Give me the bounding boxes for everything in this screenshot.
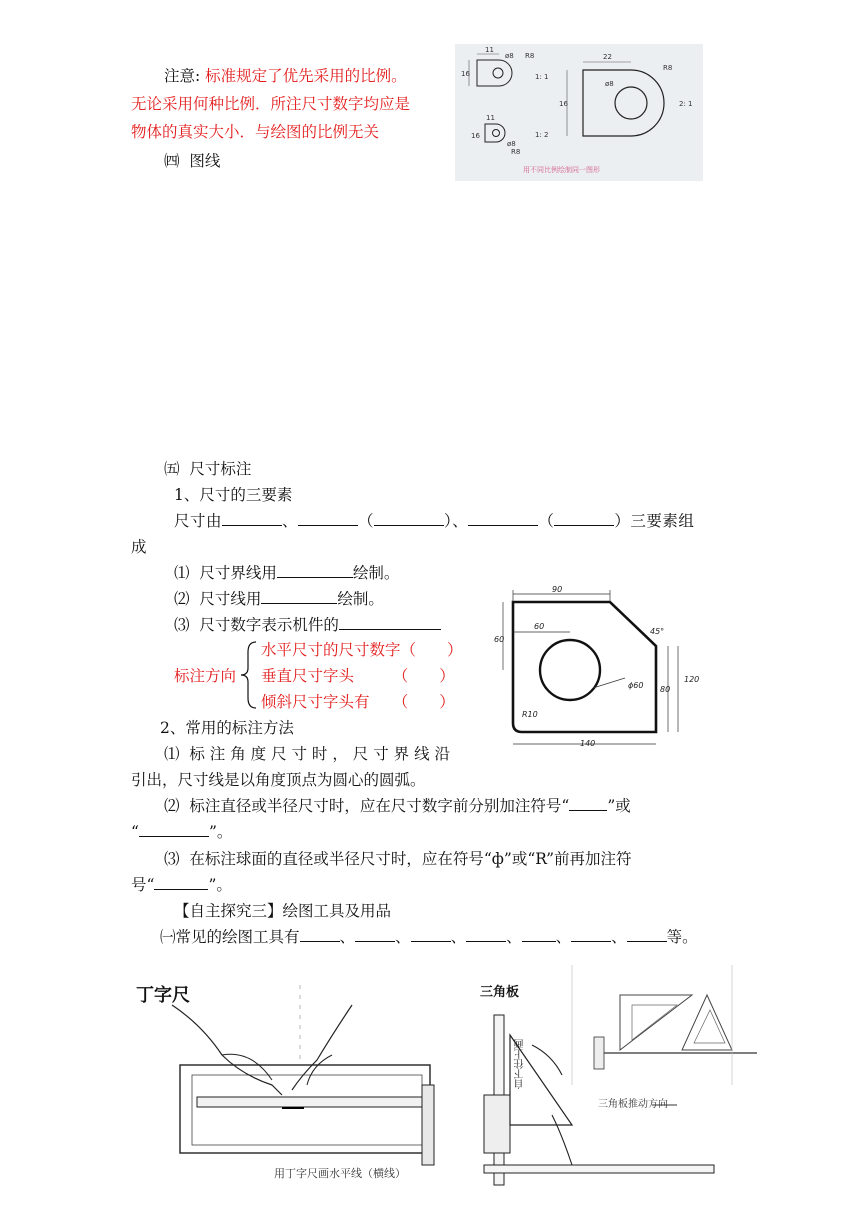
scale-ratio-1-1: 1: 1 (535, 73, 549, 81)
blank-18[interactable] (627, 925, 667, 942)
blank-4[interactable] (468, 509, 538, 526)
note-text-1: 标准规定了优先采用的比例。 (205, 67, 407, 85)
scale-figure-drawing (455, 44, 703, 181)
dims-item-1-b: 绘制。 (352, 564, 400, 582)
scale-label-22: 22 (603, 53, 612, 61)
section4-title: 图线 (189, 152, 221, 170)
method-2 (164, 794, 631, 816)
method-1 (164, 742, 450, 764)
method-2-d: ”。 (208, 823, 233, 841)
section4-num: ㈣ (164, 152, 180, 170)
dims-item-1-num: ⑴ (174, 564, 190, 582)
method-3-num: ⑶ (164, 850, 180, 868)
explore3-end: 等。 (666, 928, 698, 946)
part-dim-90: 90 (552, 585, 563, 594)
blank-5[interactable] (554, 509, 614, 526)
section4-heading (164, 149, 220, 171)
blank-3[interactable] (374, 509, 444, 526)
tools-figure-drawing (132, 965, 757, 1196)
scale-label-small-11: 11 (486, 114, 495, 122)
explore3-sep-6: 、 (611, 928, 627, 946)
dims-p1-d: ）、 (444, 512, 469, 530)
part-dim-phi60: ϕ60 (628, 681, 644, 690)
blank-10[interactable] (139, 820, 209, 837)
blank-13[interactable] (355, 925, 395, 942)
dims-item-3-a: 尺寸数字表示机件的 (199, 616, 339, 634)
scale-label-16: 16 (461, 70, 470, 78)
scale-label-big-16: 16 (559, 100, 568, 108)
scale-label-r8: R8 (525, 52, 535, 60)
brace-label: 标注方向 (174, 667, 237, 685)
dims-item-2-b: 绘制。 (337, 590, 384, 608)
method-2-b: ”或 (607, 797, 631, 815)
method-3 (164, 847, 632, 869)
dims-p1-wrap: 成 (131, 538, 147, 556)
blank-15[interactable] (466, 925, 506, 942)
dims-heading-2: 2、常用的标注方法 (160, 719, 294, 737)
method-2-c: “ (131, 823, 139, 841)
note-prefix: 注意: (164, 67, 206, 85)
dims-paragraph-1 (174, 509, 694, 531)
part-dim-45deg: 45° (650, 627, 665, 636)
explore3-sep-2: 、 (395, 928, 411, 946)
method-1-a: 标 注 角 度 尺 寸 时 ， 尺 寸 界 线 沿 (189, 745, 450, 763)
blank-8[interactable] (339, 613, 441, 630)
scale-label-big-r8: R8 (663, 64, 673, 72)
tools-figure (132, 965, 757, 1196)
explore3-sep-1: 、 (339, 928, 356, 946)
dims-item-1 (174, 561, 399, 583)
triangle-caption: 三角板推动方向 (598, 1099, 668, 1110)
method-2-a: 标注直径或半径尺寸时，应在尺寸数字前分别加注符号“ (189, 797, 570, 815)
triangle-title: 三角板 (480, 985, 520, 1000)
method-1-num: ⑴ (164, 745, 180, 763)
note-line-3: 物体的真实大小．与绘图的比例无关 (131, 123, 380, 141)
blank-1[interactable] (222, 509, 282, 526)
scale-label-phi8: ø8 (505, 52, 514, 60)
method-3-b: 号“ (131, 876, 155, 894)
scale-label-small-16: 16 (471, 132, 480, 140)
note-line-1 (164, 64, 407, 86)
part-dim-60: 60 (534, 622, 545, 631)
scale-figure-caption: 用不同比例绘制同一图形 (523, 166, 600, 174)
explore3-line (160, 925, 698, 947)
dims-p1-f: ）三要素组 (614, 512, 695, 530)
dims-p1-e: （ (538, 512, 555, 530)
method-3-c: ”。 (208, 876, 232, 894)
method-1-b: 引出，尺寸线是以角度顶点为圆心的圆弧。 (131, 771, 426, 789)
method-2-num: ⑵ (164, 797, 180, 815)
dims-item-2-num: ⑵ (174, 590, 190, 608)
section5-title: 尺寸标注 (189, 460, 252, 478)
part-dimension-figure (480, 582, 710, 754)
blank-14[interactable] (411, 925, 451, 942)
note-line-2: 无论采用何种比例．所注尺寸数字均应是 (131, 95, 411, 113)
blank-9[interactable] (569, 794, 607, 811)
explore3-sep-4: 、 (506, 928, 522, 946)
brace-item-3: 倾斜尺寸字头有 （ ） (261, 693, 455, 711)
method-3-a: 在标注球面的直径或半径尺寸时，应在符号“ф”或“R”前再加注符 (189, 850, 632, 868)
part-dim-140: 140 (580, 739, 596, 748)
brace-item-2: 垂直尺寸字头 （ ） (261, 667, 455, 685)
blank-2[interactable] (298, 509, 358, 526)
explore3-sep-3: 、 (450, 928, 467, 946)
part-dim-120: 120 (684, 675, 700, 684)
scale-label-small-r8: R8 (511, 148, 521, 156)
dims-item-3 (174, 613, 441, 635)
tsquare-title: 丁字尺 (136, 985, 190, 1006)
blank-12[interactable] (300, 925, 340, 942)
dims-p1-b: 、 (282, 512, 299, 530)
blank-16[interactable] (522, 925, 556, 942)
section5-num: ㈤ (164, 460, 180, 478)
part-dim-r10: R10 (522, 710, 538, 719)
explore3-sep-5: 、 (555, 928, 572, 946)
dims-item-2 (174, 587, 384, 609)
scale-ratio-1-2: 1: 2 (535, 131, 549, 139)
dims-p1-c: （ (358, 512, 375, 530)
brace-icon (238, 640, 258, 710)
dims-item-3-num: ⑶ (174, 616, 190, 634)
dims-heading-1: 1、尺寸的三要素 (174, 486, 293, 504)
explore3-a: 常见的绘图工具有 (175, 928, 300, 946)
explore3-title: 【自主探究三】绘图工具及用品 (174, 902, 392, 920)
brace-item-1: 水平尺寸的尺寸数字（ ） (261, 641, 463, 659)
method-2-line-2 (131, 820, 232, 842)
section5-heading (164, 457, 251, 479)
scale-ratio-2-1: 2: 1 (679, 100, 693, 108)
dims-item-2-a: 尺寸线用 (199, 590, 262, 608)
blank-6[interactable] (277, 561, 353, 578)
tsquare-caption: 用丁字尺画水平线（横线） (274, 1167, 406, 1180)
part-dim-60-vertical: 60 (494, 635, 505, 644)
method-3-line-2 (131, 873, 232, 895)
scale-figure (455, 44, 703, 181)
scale-label-small-phi8: ø8 (507, 140, 516, 148)
scale-label-big-phi8: ø8 (605, 80, 614, 88)
blank-17[interactable] (571, 925, 611, 942)
scale-label-11: 11 (485, 46, 494, 54)
dims-item-1-a: 尺寸界线用 (199, 564, 277, 582)
blank-11[interactable] (154, 873, 208, 890)
blank-7[interactable] (261, 587, 337, 604)
part-dim-80: 80 (660, 685, 671, 694)
triangle-vertical-text: 自下往上画 (515, 1039, 526, 1089)
explore3-num: ㈠ (160, 928, 176, 946)
dims-p1-a: 尺寸由 (174, 512, 223, 530)
